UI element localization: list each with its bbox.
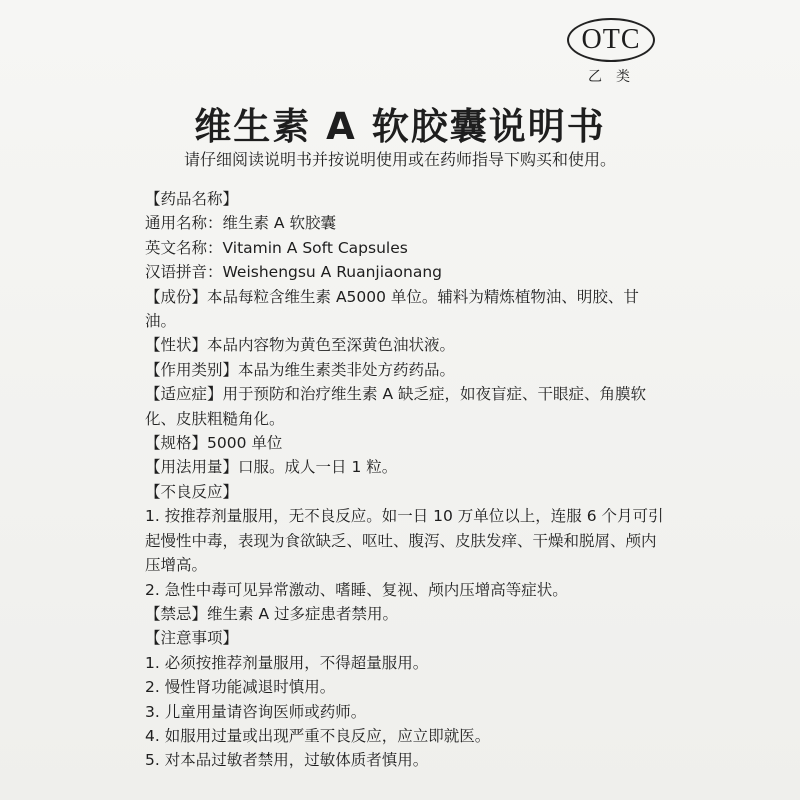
adverse-item: 2. 急性中毒可见异常激动、嗜睡、复视、颅内压增高等症状。: [145, 580, 568, 599]
composition-heading: 【成份】: [145, 287, 208, 306]
appearance-text: 本品内容物为黄色至深黄色油状液。: [207, 336, 456, 355]
composition-text: 本品每粒含维生素 A5000 单位。辅料为精炼植物油、明胶、甘油。: [145, 287, 639, 331]
otc-category: 乙类: [588, 69, 644, 85]
indications-heading: 【适应症】: [145, 385, 223, 404]
appearance-heading: 【性状】: [145, 336, 208, 355]
leaflet-body: [145, 187, 665, 773]
precaution-item: 3. 儿童用量请咨询医师或药师。: [145, 702, 367, 721]
appearance-section: [145, 333, 665, 357]
page-subtitle: 请仔细阅读说明书并按说明使用或在药师指导下购买和使用。: [183, 150, 616, 169]
contraindication-text: 维生素 A 过多症患者禁用。: [207, 604, 398, 623]
contraindication-heading: 【禁忌】: [145, 604, 208, 623]
drug-name-heading: 【药品名称】: [145, 190, 239, 208]
generic-name: 通用名称：维生素 A 软胶囊: [145, 214, 336, 233]
precaution-item: 2. 慢性肾功能减退时慎用。: [145, 678, 336, 697]
precaution-item: 4. 如服用过量或出现严重不良反应，应立即就医。: [145, 726, 491, 745]
dosage-text: 口服。成人一日 1 粒。: [238, 458, 398, 477]
page-title: 维生素 A 软胶囊说明书: [194, 105, 606, 148]
category-section: [145, 358, 665, 382]
precaution-item: 1. 必须按推荐剂量服用，不得超量服用。: [145, 653, 429, 672]
composition-section: [145, 285, 665, 334]
pinyin-name: 汉语拼音：Weishengsu A Ruanjiaonang: [145, 263, 443, 282]
category-text: 本品为维生素类非处方药药品。: [238, 360, 456, 379]
spec-heading: 【规格】: [145, 434, 208, 453]
indications-text: 用于预防和治疗维生素 A 缺乏症，如夜盲症、干眼症、角膜软化、皮肤粗糙角化。: [145, 385, 646, 428]
spec-section: [145, 431, 665, 455]
indications-section: [145, 382, 665, 431]
precautions-heading: 【注意事项】: [145, 629, 239, 648]
adverse-heading: 【不良反应】: [145, 482, 239, 501]
precaution-item: 5. 对本品过敏者禁用，过敏体质者慎用。: [145, 751, 429, 770]
dosage-section: [145, 455, 665, 479]
adverse-item: 1. 按推荐剂量服用，无不良反应。如一日 10 万单位以上，连服 6 个月可引起慢性中毒，表现为食欲缺乏、呕吐、腹泻、皮肤发痒、干燥和脱屑、颅内压增高。: [145, 507, 664, 575]
dosage-heading: 【用法用量】: [145, 458, 239, 477]
english-name: 英文名称：Vitamin A Soft Capsules: [145, 238, 408, 257]
category-heading: 【作用类别】: [145, 360, 239, 379]
contraindication-section: [145, 602, 665, 626]
otc-badge: OTC: [567, 18, 655, 62]
spec-text: 5000 单位: [207, 434, 283, 453]
